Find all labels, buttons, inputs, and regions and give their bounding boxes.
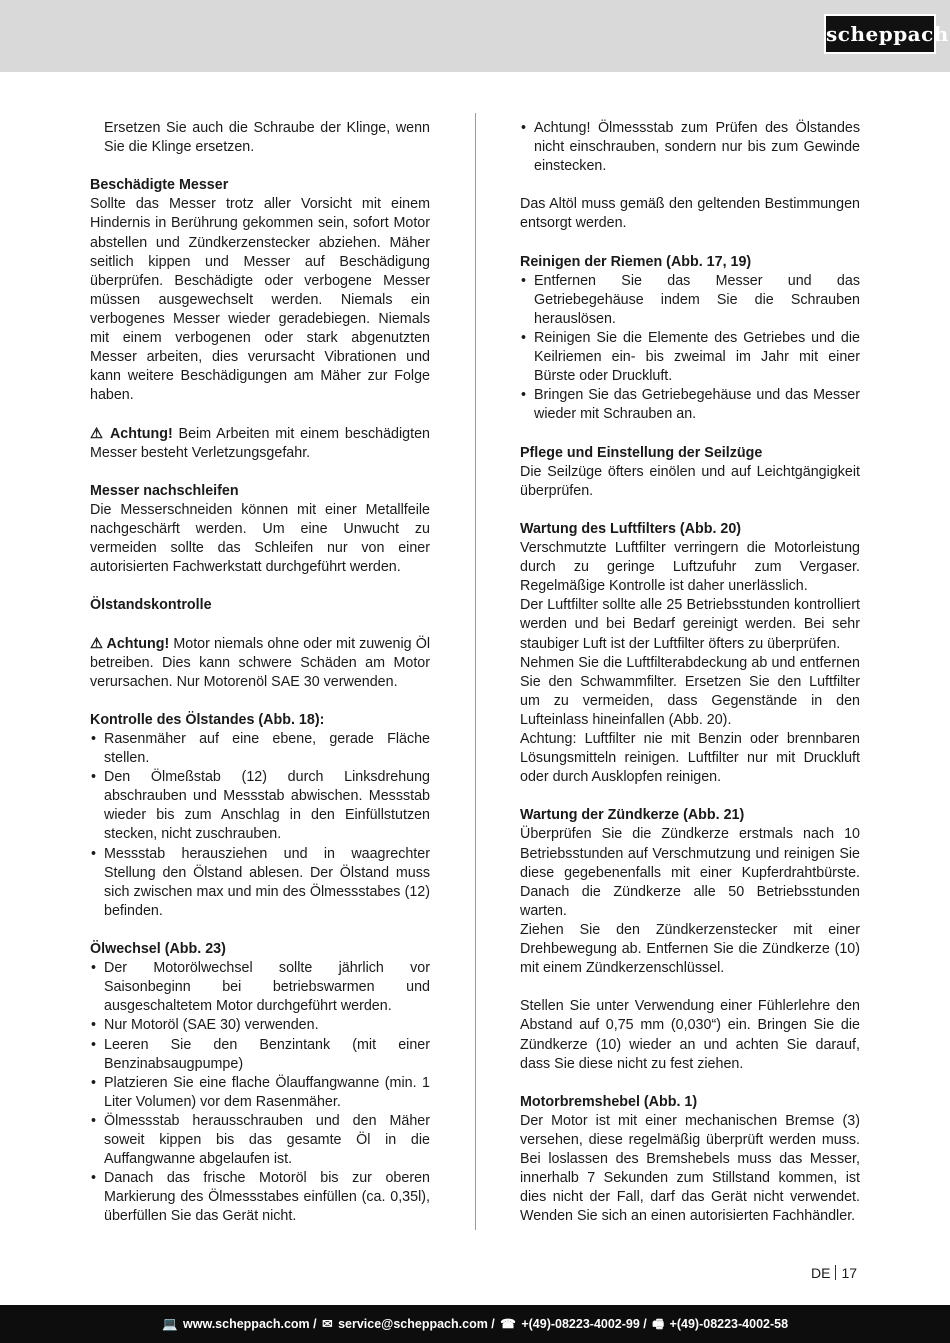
heading-belt-cleaning: Reinigen der Riemen (Abb. 17, 19) [520,253,752,270]
page-lang: DE [811,1265,831,1281]
spark-plug-text-2: Ziehen Sie den Zündkerzenstecker mit einer Drehbewegung ab. Entfernen Sie die Zündkerze (10) mit einem Zündkerzenschlüssel. [520,921,860,977]
list-item: • Ölmessstab herausschrauben und den Mäher soweit kippen bis das gesamte Öl in die Auffangwanne abgelaufen ist. [90,1112,430,1169]
air-filter-text-3: Nehmen Sie die Luftfilterabdeckung ab und entfernen Sie den Schwammfilter. Ersetzen Sie den Luftfilter um zu vermeiden, dass Gegenstände in den Lufteinlass hineinfallen (Abb. 20). [520,654,860,728]
belt-cleaning-steps [520,272,860,425]
footer-website: www.scheppach.com / [183,1317,317,1331]
used-oil-text: Das Altöl muss gemäß den geltenden Bestimmungen entsorgt werden. [520,196,860,232]
computer-icon: 💻 [161,1317,178,1331]
warning-text: Beim Arbeiten mit einem beschädigten Messer besteht Verletzungsgefahr. [90,425,430,461]
fax-icon: 🖷 [652,1317,665,1331]
warning-text: Motor niemals ohne oder mit zuwenig Öl betreiben. Dies kann schwere Schäden am Motor verursachen. Nur Motorenöl SAE 30 verwenden. [90,635,430,690]
heading-damaged-blades: Beschädigte Messer [90,177,229,194]
heading-oil-level-check: Ölstandskontrolle [90,597,212,614]
list-item: • Den Ölmeßstab (12) durch Linksdrehung abschrauben und Messstab abwischen. Messstab wieder bis zum Anschlag in den Einfüllstutzen stecken, nicht zuschrauben. [90,768,430,844]
scheppach-logo: scheppach [824,14,936,54]
damaged-blades-text: Sollte das Messer trotz aller Vorsicht mit einem Hindernis in Berührung gekommen sein, sofort Motor abstellen und Zündkerzenstecker abziehen. Mäher seitlich kippen und Messer auf Beschädigung überprüfen. Beschädigte oder verbogene Messer müssen ausgewechselt werden. Niemals ein verbogenes Messer wieder geradebiegen. Niemals mit einem verbogenen oder stark abgenutzten Messer arbeiten, dies verursacht Vibrationen und kann weitere Beschädigungen am Mäher zur Folge haben. [90,196,430,404]
spark-plug-text-3: Stellen Sie unter Verwendung einer Fühlerlehre den Abstand auf 0,75 mm (0,030“) ein. Bringen Sie die Zündkerze (10) wieder an und achten Sie darauf, dass Sie diese nicht zu fest ziehen. [520,998,860,1072]
air-filter-text-1: Verschmutzte Luftfilter verringern die Motorleistung durch zu geringe Luftzufuhr zum Vergaser. Regelmäßige Kontrolle ist daher unerlässlich. [520,540,860,595]
heading-sharpening: Messer nachschleifen [90,482,239,499]
warning-damaged-blade [90,425,430,463]
air-filter-text-2: Der Luftfilter sollte alle 25 Betriebsstunden kontrolliert werden und bei Bedarf gereinigt werden. Bei sehr staubiger Luft ist der Luftfilter öfters zu überprüfen. [520,597,860,652]
list-item: • Bringen Sie das Getriebegehäuse und das Messer wieder mit Schrauben an. [520,386,860,424]
heading-engine-brake: Motorbremshebel (Abb. 1) [520,1093,698,1110]
sharpening-text: Die Messerschneiden können mit einer Metallfeile nachgeschärft werden. Um eine Unwucht zu vermeiden sollte das Schleifen nur von einer autorisierten Fachwerkstatt durchgeführt werden. [90,501,430,576]
oil-level-steps [90,730,430,921]
list-item: • Reinigen Sie die Elemente des Getriebes und die Keilriemen ein- bis zweimal im Jahr mit einer Bürste oder Druckluft. [520,329,860,386]
heading-oil-change: Ölwechsel (Abb. 23) [90,941,226,958]
list-item: • Danach das frische Motoröl bis zur oberen Markierung des Ölmessstabes einfüllen (ca. 0,35l), überfüllen Sie das Gerät nicht. [90,1169,430,1226]
footer-fax: +(49)-08223-4002-58 [669,1317,789,1331]
list-item: • Rasenmäher auf eine ebene, gerade Fläche stellen. [90,730,430,768]
right-column [520,119,860,1226]
cables-text: Die Seilzüge öfters einölen und auf Leichtgängigkeit überprüfen. [520,463,860,499]
list-item: • Entfernen Sie das Messer und das Getriebegehäuse indem Sie die Schrauben herauslösen. [520,272,860,329]
page-number [811,1265,857,1281]
page-number-separator [835,1265,836,1280]
list-item: • Nur Motoröl (SAE 30) verwenden. [90,1016,430,1035]
list-item: • Messstab herausziehen und in waagrechter Stellung den Ölstand ablesen. Der Ölstand muss sich zwischen max und min des Ölmessstabes (12) befinden. [90,845,430,921]
footer-bar [0,1305,950,1343]
list-item: • Platzieren Sie eine flache Ölauffangwanne (min. 1 Liter Volumen) vor dem Rasenmäher. [90,1074,430,1112]
column-divider [475,113,476,1230]
list-item: • Leeren Sie den Benzintank (mit einer Benzinabsaugpumpe) [90,1036,430,1074]
dipstick-note-list [520,119,860,176]
oil-change-steps [90,959,430,1226]
spark-plug-text-1: Überprüfen Sie die Zündkerze erstmals nach 10 Betriebsstunden auf Verschmutzung und reinigen Sie diese gegebenenfalls mit einer Kupferdrahtbürste. Danach die Zündkerze alle 50 Betriebsstunden warten. [520,826,860,919]
list-item: • Achtung! Ölmessstab zum Prüfen des Ölstandes nicht einschrauben, sondern nur bis zum Gewinde einstecken. [520,119,860,176]
warning-oil [90,635,430,692]
air-filter-text-4: Achtung: Luftfilter nie mit Benzin oder brennbaren Lösungsmitteln reinigen. Luftfilter nur mit Druckluft oder durch Ausklopfen reinigen. [520,731,860,786]
heading-air-filter: Wartung des Luftfilters (Abb. 20) [520,520,742,537]
list-item: • Der Motorölwechsel sollte jährlich vor Saisonbeginn bei betriebswarmen und ausgeschaltetem Motor durchgeführt werden. [90,959,430,1016]
page-number-value: 17 [841,1265,858,1281]
heading-oil-level-control: Kontrolle des Ölstandes (Abb. 18): [90,711,325,728]
heading-cables: Pflege und Einstellung der Seilzüge [520,444,763,461]
blade-screw-note: Ersetzen Sie auch die Schraube der Klinge, wenn Sie die Klinge ersetzen. [104,120,430,156]
phone-icon: ☎ [500,1317,516,1331]
engine-brake-text: Der Motor ist mit einer mechanischen Bremse (3) versehen, diese regelmäßig überprüft werden muss. Bei loslassen des Bremshebels muss das Messer, innerhalb 7 Sekunden zum Stillstand kommen, ist dies nicht der Fall, darf das Gerät nicht verwendet. Wenden Sie sich an einen autorisierten Fachhändler. [520,1112,860,1225]
header-bar [0,0,950,72]
mail-icon: ✉ [322,1317,333,1331]
warning-label: ⚠ Achtung! [90,635,170,652]
footer-email: service@scheppach.com / [338,1317,495,1331]
left-column [90,119,430,1226]
heading-spark-plug: Wartung der Zündkerze (Abb. 21) [520,807,745,824]
warning-label: ⚠ Achtung! [90,425,173,442]
footer-phone: +(49)-08223-4002-99 / [521,1317,647,1331]
